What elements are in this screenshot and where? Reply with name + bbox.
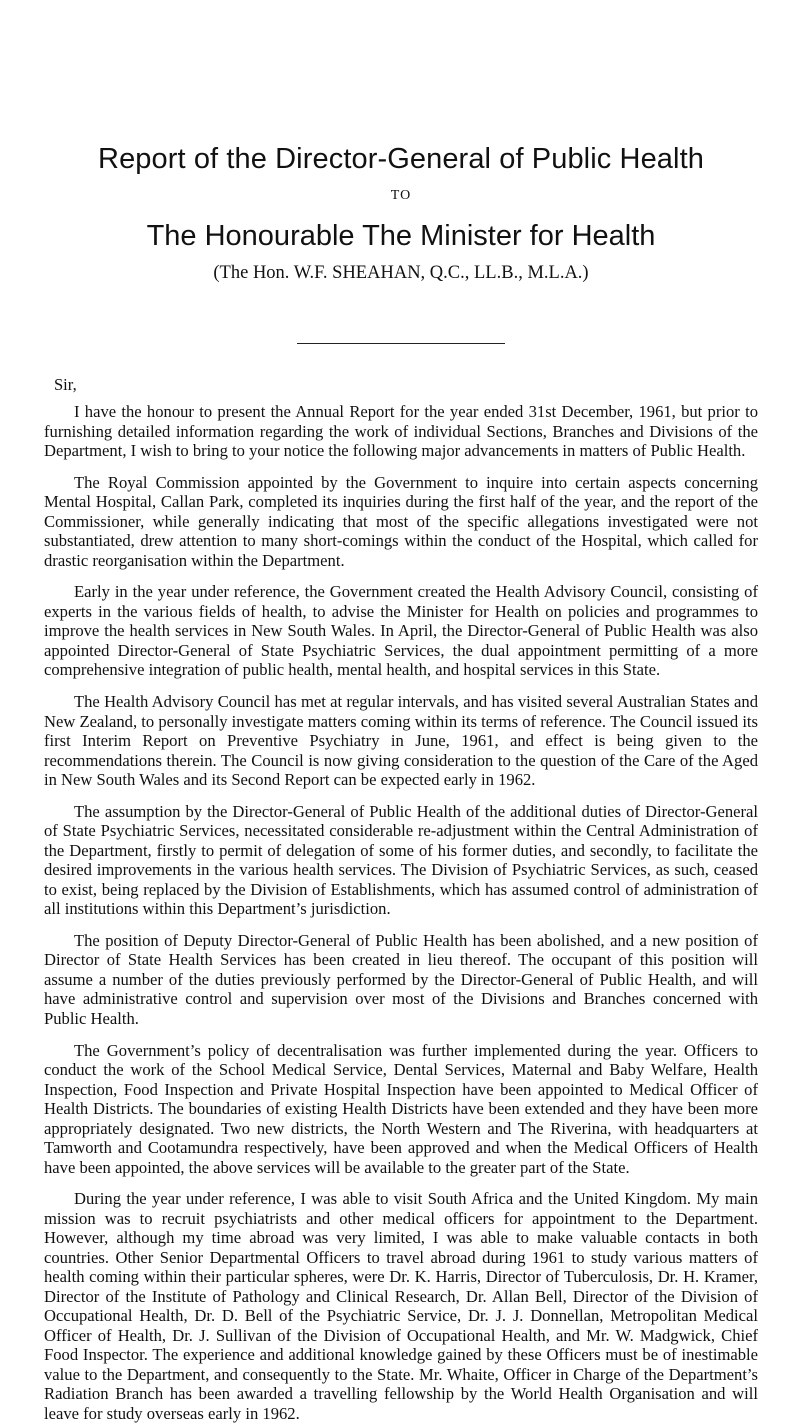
paragraph: I have the honour to present the Annual Report for the year ended 31st December, 1961, but prior to furnishing detailed information regarding the work of individual Sections, Branches and Divisions of the Department, I wish to bring to your notice the following major advancements in matters of Public Health. <box>44 402 758 460</box>
paragraph: The position of Deputy Director-General of Public Health has been abolished, and a new position of Director of State Health Services has been created in lieu thereof. The occupant of this position will assume a number of the duties previously performed by the Director-General of Public Health, and will have administrative control and supervision over most of the Divisions and Branches concerned with Public Health. <box>44 930 758 1028</box>
report-title: Report of the Director-General of Public Health <box>98 143 704 175</box>
paragraph: During the year under reference, I was able to visit South Africa and the United Kingdom. My main mission was to recruit psychiatrists and other medical officers for appointment to the Department. However, although my time abroad was very limited, I was able to make valuable contacts in both countries. Other Senior Departmental Officers to travel abroad during 1961 to study various matters of health coming within their particular spheres, were Dr. K. Harris, Director of Tuberculosis, Dr. H. Kramer, Director of the Institute of Pathology and Clinical Research, Dr. Allan Bell, Director of the Division of Occupational Health, Dr. D. Bell of the Psychiatric Service, Dr. J. J. Donnellan, Metropolitan Medical Officer of Health, Dr. J. Sullivan of the Division of Occupational Health, and Mr. W. Madgwick, Chief Food Inspector. The experience and additional knowledge gained by these Officers must be of inestimable value to the Department, and consequently to the State. Mr. Whaite, Officer in Charge of the Department’s Radiation Branch has been awarded a travelling fellowship by the World Health Organisation and will leave for study overseas early in 1962. <box>44 1189 758 1423</box>
paragraph: Early in the year under reference, the Government created the Health Advisory Council, consisting of experts in the various fields of health, to advise the Minister for Health on policies and programmes to improve the health services in New South Wales. In April, the Director-General of Public Health was also appointed Director-General of State Psychiatric Services, the dual appointment permitting of a more comprehensive integration of public health, mental health, and hospital services in this State. <box>44 582 758 680</box>
paragraph: The Royal Commission appointed by the Government to inquire into certain aspects concerning Mental Hospital, Callan Park, completed its inquiries during the first half of the year, and the report of the Commissioner, while generally indicating that most of the specific allegations investigated were not substantiated, drew attention to many short-comings within the conduct of the Hospital, which called for drastic reorganisation within the Department. <box>44 472 758 570</box>
paragraph: The Health Advisory Council has met at regular intervals, and has visited several Australian States and New Zealand, to personally investigate matters coming within its terms of reference. The Council issued its first Interim Report on Preventive Psychiatry in June, 1961, and effect is being given to the recommendations therein. The Council is now giving consideration to the question of the Care of the Aged in New South Wales and its Second Report can be expected early in 1962. <box>44 692 758 790</box>
paragraph: The assumption by the Director-General of Public Health of the additional duties of Director-General of State Psychiatric Services, necessitated considerable re-adjustment within the Central Administration of the Department, firstly to permit of delegation of some of his former duties, and secondly, to facilitate the desired improvements in the various health services. The Division of Psychiatric Services, as such, ceased to exist, being replaced by the Division of Establishments, which has assumed control of administration of all institutions within this Department’s jurisdiction. <box>44 801 758 919</box>
body-text <box>44 402 758 1423</box>
salutation: Sir, <box>54 375 77 394</box>
to-label: TO <box>390 188 412 203</box>
recipient-heading: The Honourable The Minister for Health <box>146 220 656 252</box>
divider-rule <box>297 343 505 344</box>
paragraph: The Government’s policy of decentralisation was further implemented during the year. Officers to conduct the work of the School Medical Service, Dental Services, Maternal and Baby Welfare, Health Inspection, Food Inspection and Private Hospital Inspection have been appointed to Medical Officer of Health Districts. The boundaries of existing Health Districts have been extended and they have been more appropriately designated. Two new districts, the North Western and The Riverina, with headquarters at Tamworth and Cootamundra respectively, have been approved and when the Medical Officers of Health have been appointed, the above services will be available to the greater part of the State. <box>44 1040 758 1177</box>
recipient-name: (The Hon. W.F. SHEAHAN, Q.C., LL.B., M.L.A.) <box>213 263 589 283</box>
